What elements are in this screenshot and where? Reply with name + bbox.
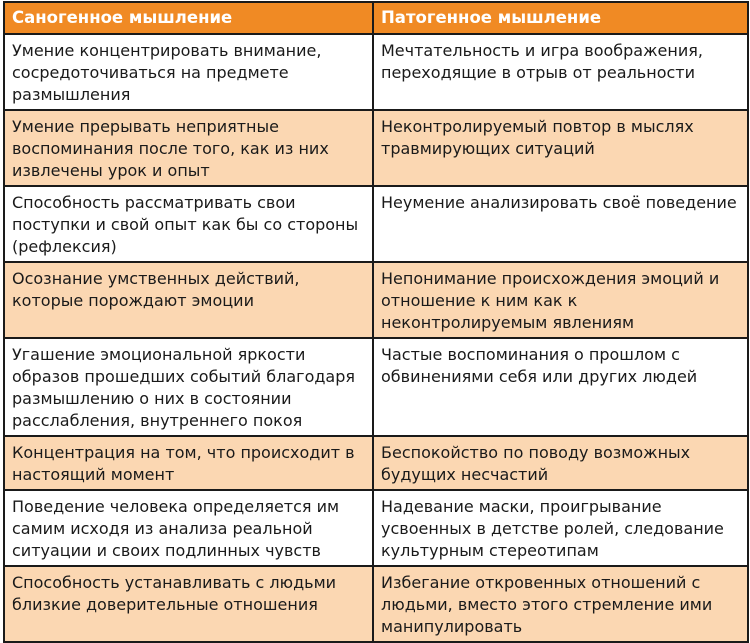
pathogenic-cell — [373, 34, 748, 110]
cell-text: Мечтательность и игра воображения, переходящие в отрыв от реальности — [381, 41, 703, 82]
cell-text: Умение концентрировать внимание, сосредоточиваться на предмете размышления — [12, 41, 322, 104]
table-row — [4, 34, 748, 110]
cell-text: Поведение человека определяется им самим исходя из анализа реальной ситуации и своих подлинных чувств — [12, 497, 340, 560]
pathogenic-cell — [373, 110, 748, 186]
sanogenic-cell — [4, 436, 373, 490]
pathogenic-cell — [373, 566, 748, 642]
table-row — [4, 262, 748, 338]
sanogenic-cell — [4, 34, 373, 110]
thinking-comparison-table — [3, 1, 749, 643]
pathogenic-cell — [373, 338, 748, 436]
cell-text: Неумение анализировать своё поведение — [381, 193, 737, 212]
table-row — [4, 490, 748, 566]
table-row — [4, 566, 748, 642]
cell-text: Способность устанавливать с людьми близкие доверительные отношения — [12, 573, 337, 614]
header-sanogenic-label: Саногенное мышление — [12, 8, 233, 27]
cell-text: Непонимание происхождения эмоций и отношение к ним как к неконтролируемым явлениям — [381, 269, 720, 332]
cell-text: Концентрация на том, что происходит в настоящий момент — [12, 443, 355, 484]
pathogenic-cell — [373, 436, 748, 490]
sanogenic-cell — [4, 566, 373, 642]
cell-text: Угашение эмоциональной яркости образов прошедших событий благодаря размышлению о них в состоянии расслабления, внутреннего покоя — [12, 345, 356, 430]
sanogenic-cell — [4, 110, 373, 186]
sanogenic-cell — [4, 186, 373, 262]
table-row — [4, 338, 748, 436]
table-row — [4, 186, 748, 262]
table-row — [4, 110, 748, 186]
cell-text: Беспокойство по поводу возможных будущих несчастий — [381, 443, 691, 484]
pathogenic-cell — [373, 490, 748, 566]
sanogenic-cell — [4, 262, 373, 338]
cell-text: Способность рассматривать свои поступки и свой опыт как бы со стороны (рефлексия) — [12, 193, 359, 256]
header-pathogenic-label: Патогенное мышление — [381, 8, 602, 27]
pathogenic-cell — [373, 262, 748, 338]
cell-text: Умение прерывать неприятные воспоминания после того, как из них извлечены урок и опыт — [12, 117, 329, 180]
sanogenic-cell — [4, 338, 373, 436]
table-row — [4, 436, 748, 490]
sanogenic-cell — [4, 490, 373, 566]
header-sanogenic — [4, 2, 373, 34]
pathogenic-cell — [373, 186, 748, 262]
cell-text: Избегание откровенных отношений с людьми, вместо этого стремление ими манипулировать — [381, 573, 713, 636]
cell-text: Частые воспоминания о прошлом с обвинениями себя или других людей — [381, 345, 698, 386]
cell-text: Надевание маски, проигрывание усвоенных в детстве ролей, следование культурным стереотипам — [381, 497, 724, 560]
cell-text: Неконтролируемый повтор в мыслях травмирующих ситуаций — [381, 117, 694, 158]
table-header-row — [4, 2, 748, 34]
header-pathogenic — [373, 2, 748, 34]
cell-text: Осознание умственных действий, которые порождают эмоции — [12, 269, 300, 310]
